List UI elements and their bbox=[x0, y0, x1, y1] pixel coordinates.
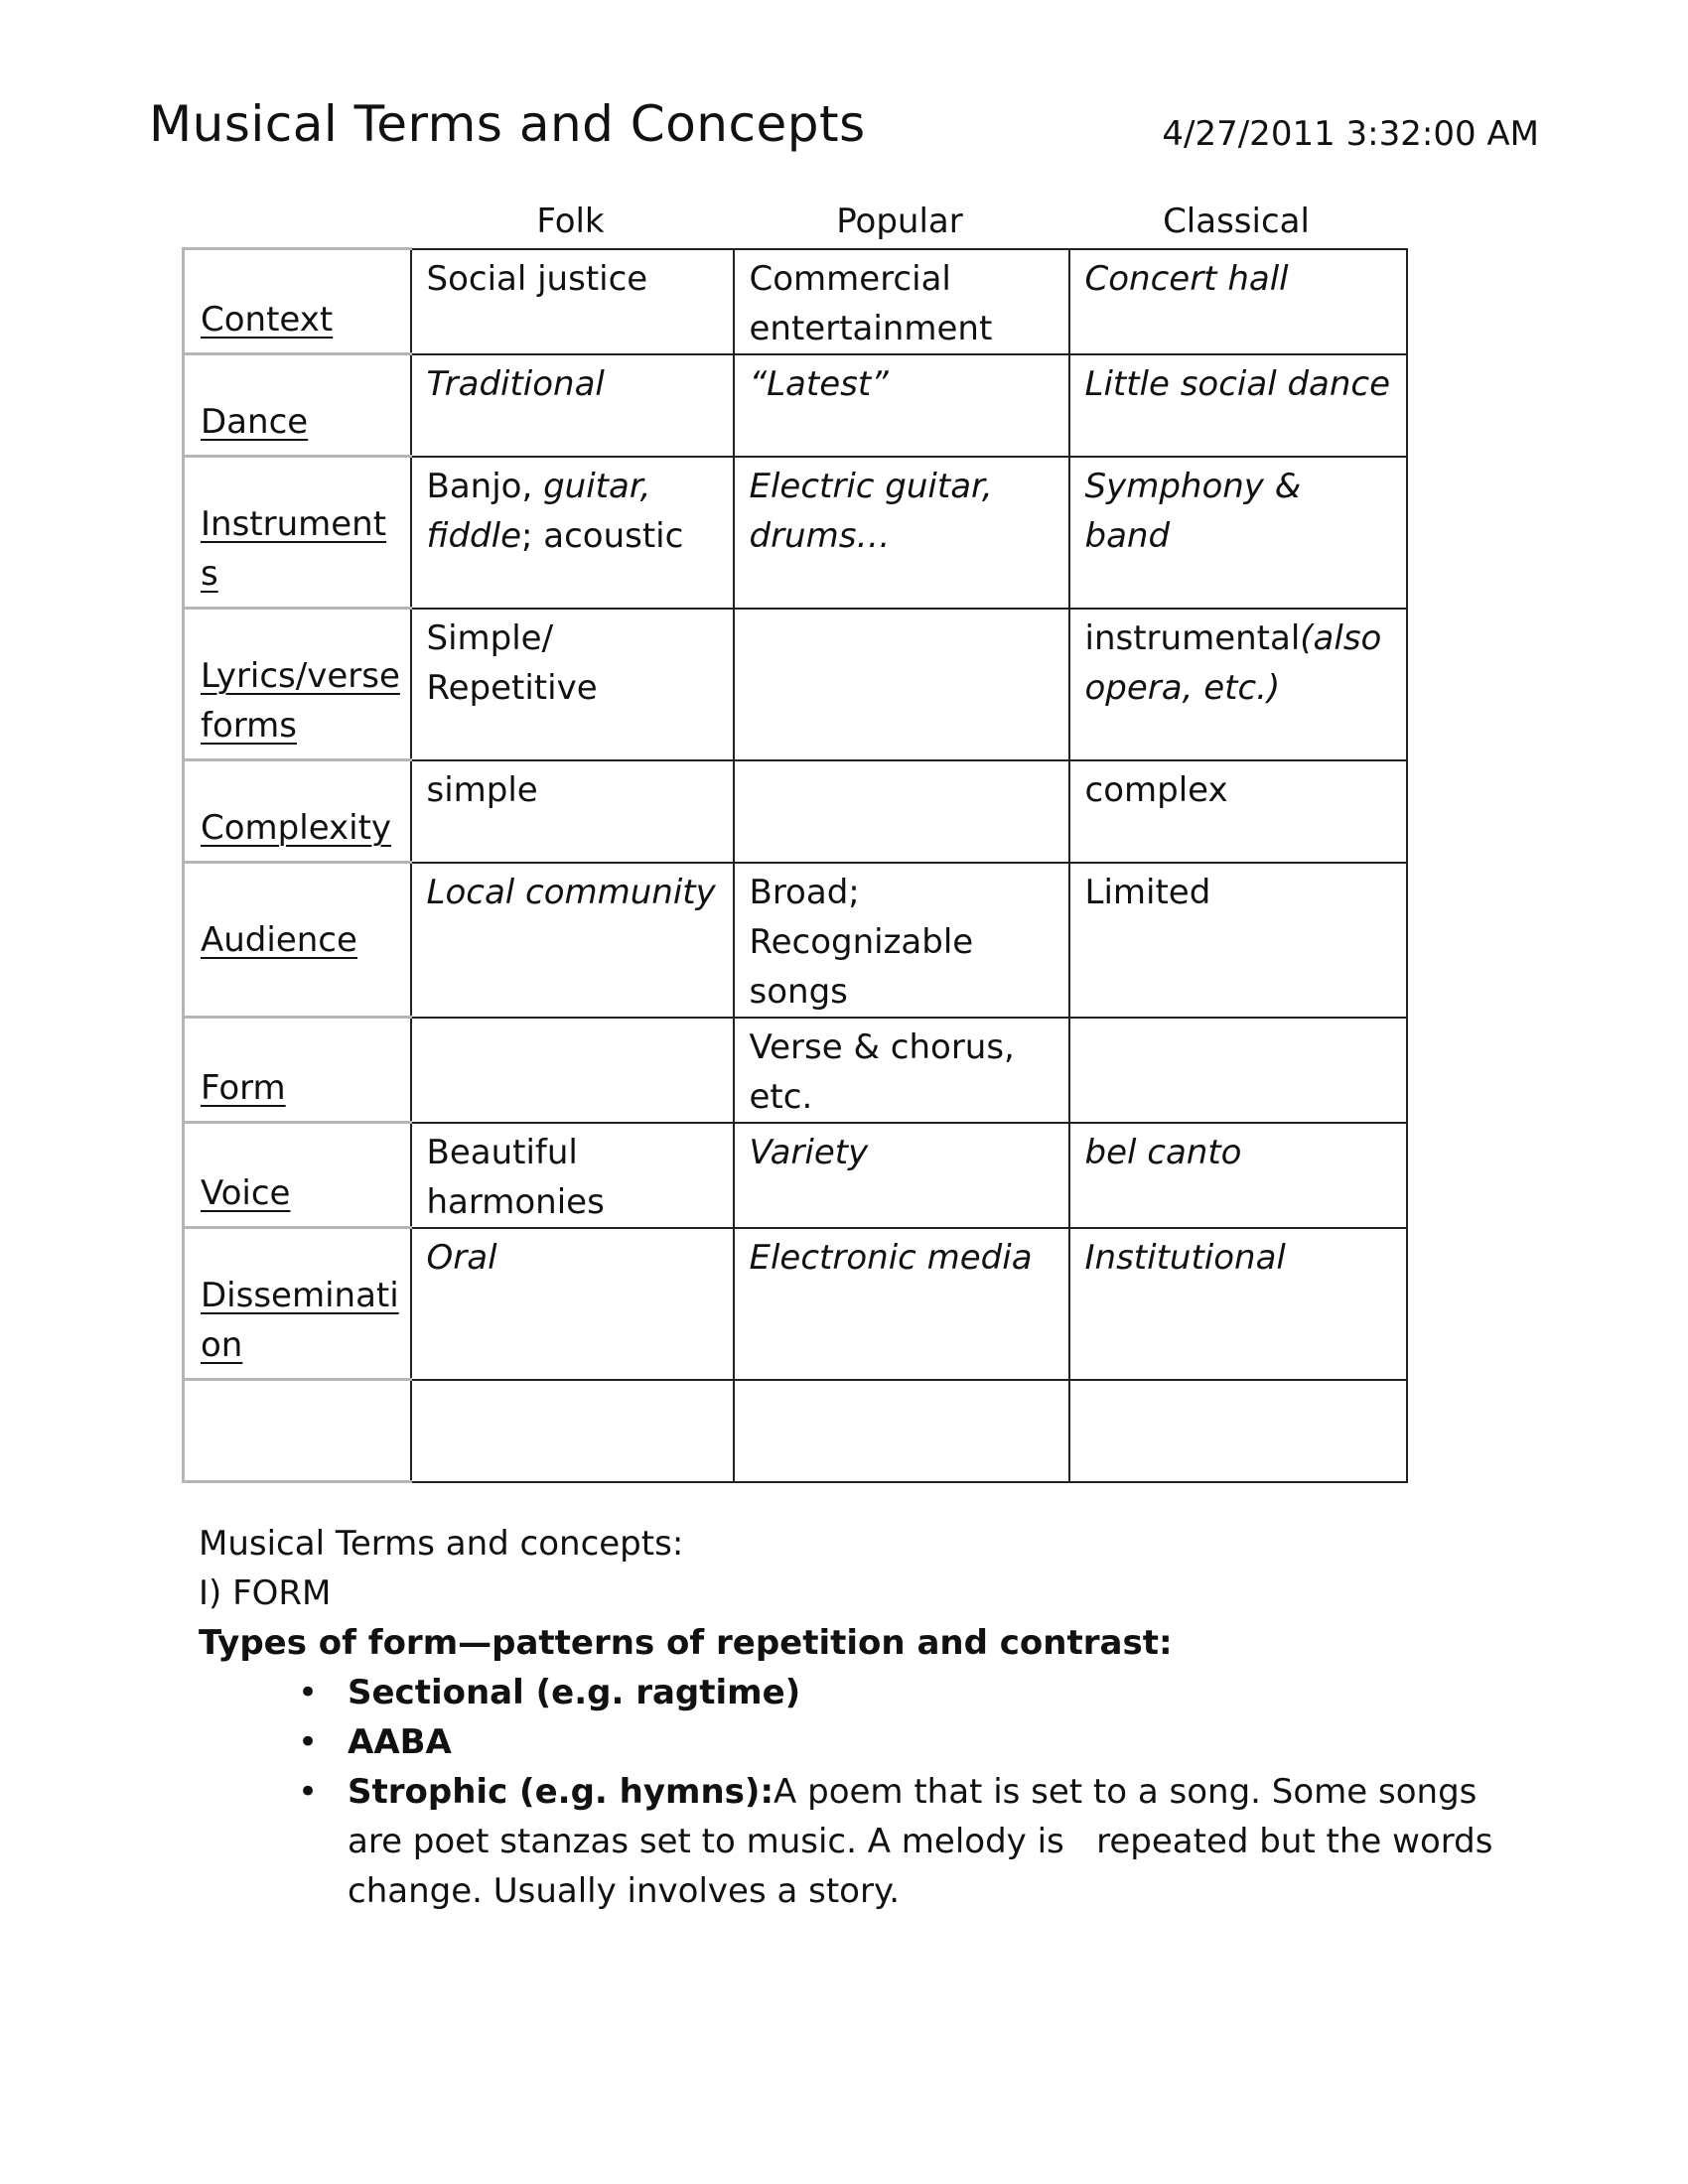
row-label-voice: Voice bbox=[184, 1123, 411, 1228]
cell-folk: simple bbox=[411, 760, 734, 863]
row-label-empty bbox=[184, 1380, 411, 1482]
table-row bbox=[184, 1018, 1407, 1123]
table-row bbox=[184, 354, 1407, 457]
section-heading: I) FORM bbox=[199, 1573, 332, 1613]
cell-popular: “Latest” bbox=[734, 354, 1069, 457]
cell-classical: instrumental(also opera, etc.) bbox=[1069, 609, 1407, 760]
cell-classical: Institutional bbox=[1069, 1228, 1407, 1380]
row-label-dissemination: Dissemination bbox=[184, 1228, 411, 1380]
cell-classical: Concert hall bbox=[1069, 249, 1407, 354]
types-heading: Types of form—patterns of repetition and contrast: bbox=[199, 1623, 1173, 1663]
cell-popular bbox=[734, 609, 1069, 760]
cell-popular bbox=[734, 1380, 1069, 1482]
cell-classical bbox=[1069, 1380, 1407, 1482]
cell-classical: Limited bbox=[1069, 863, 1407, 1018]
cell-folk: Oral bbox=[411, 1228, 734, 1380]
table-row bbox=[184, 609, 1407, 760]
list-item: • Sectional (e.g. ragtime) bbox=[348, 1668, 1539, 1717]
cell-folk: Simple/ Repetitive bbox=[411, 609, 734, 760]
column-header-classical: Classical bbox=[1163, 202, 1310, 241]
list-item: • AABA bbox=[348, 1717, 1539, 1767]
row-label-context: Context bbox=[184, 249, 411, 354]
bullet-icon: • bbox=[298, 1722, 319, 1762]
list-item: • Strophic (e.g. hymns):A poem that is set to a song. Some songs are poet stanzas set to music. A melody is repeated but the words change. Usually involves a story. bbox=[348, 1767, 1539, 1916]
bullet-icon: • bbox=[298, 1673, 319, 1712]
cell-folk: Local community bbox=[411, 863, 734, 1018]
notes-heading: Musical Terms and concepts: bbox=[199, 1524, 684, 1564]
row-label-lyrics: Lyrics/verse forms bbox=[184, 609, 411, 760]
comparison-table bbox=[182, 247, 1408, 1483]
table-row bbox=[184, 1228, 1407, 1380]
table-row bbox=[184, 249, 1407, 354]
cell-classical: Symphony & band bbox=[1069, 457, 1407, 609]
table-row bbox=[184, 1380, 1407, 1482]
bullet-icon: • bbox=[298, 1772, 319, 1812]
column-header-popular: Popular bbox=[836, 202, 963, 241]
cell-classical: bel canto bbox=[1069, 1123, 1407, 1228]
cell-folk: Banjo, guitar, fiddle; acoustic bbox=[411, 457, 734, 609]
row-label-audience: Audience bbox=[184, 863, 411, 1018]
cell-popular: Verse & chorus, etc. bbox=[734, 1018, 1069, 1123]
cell-popular: Broad; Recognizable songs bbox=[734, 863, 1069, 1018]
table-row bbox=[184, 457, 1407, 609]
form-types-list bbox=[199, 1668, 1539, 1916]
row-label-dance: Dance bbox=[184, 354, 411, 457]
cell-folk: Beautiful harmonies bbox=[411, 1123, 734, 1228]
cell-popular: Electronic media bbox=[734, 1228, 1069, 1380]
row-label-complexity: Complexity bbox=[184, 760, 411, 863]
cell-folk bbox=[411, 1018, 734, 1123]
cell-classical: complex bbox=[1069, 760, 1407, 863]
page-title: Musical Terms and Concepts bbox=[149, 95, 866, 153]
cell-popular: Variety bbox=[734, 1123, 1069, 1228]
cell-popular bbox=[734, 760, 1069, 863]
table-row bbox=[184, 1123, 1407, 1228]
notes-section bbox=[199, 1519, 1539, 1916]
timestamp: 4/27/2011 3:32:00 AM bbox=[1162, 114, 1539, 154]
cell-folk: Social justice bbox=[411, 249, 734, 354]
cell-folk: Traditional bbox=[411, 354, 734, 457]
cell-classical: Little social dance bbox=[1069, 354, 1407, 457]
cell-folk bbox=[411, 1380, 734, 1482]
table-row bbox=[184, 863, 1407, 1018]
column-header-folk: Folk bbox=[536, 202, 605, 241]
row-label-form: Form bbox=[184, 1018, 411, 1123]
cell-popular: Commercial entertainment bbox=[734, 249, 1069, 354]
cell-classical bbox=[1069, 1018, 1407, 1123]
table-row bbox=[184, 760, 1407, 863]
row-label-instruments: Instruments bbox=[184, 457, 411, 609]
cell-popular: Electric guitar, drums… bbox=[734, 457, 1069, 609]
